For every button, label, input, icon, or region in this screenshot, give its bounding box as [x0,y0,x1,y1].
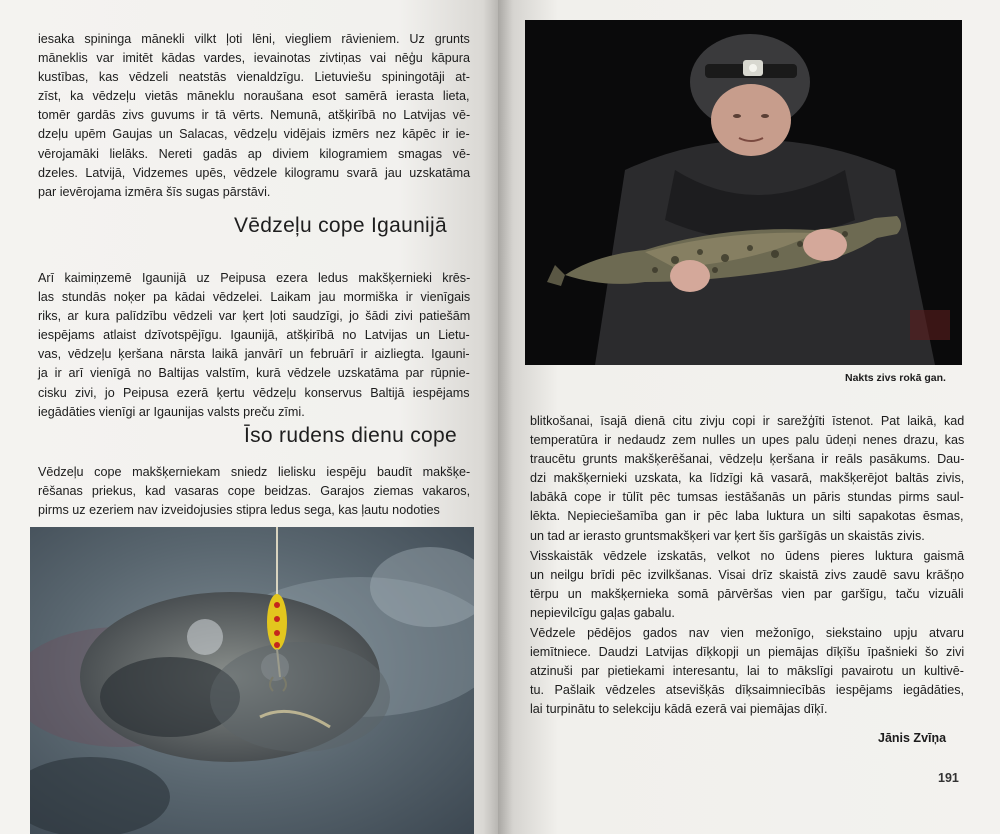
text-line: iegādāties vienīgi ar Igaunijas valsts preču zīmi. [38,404,305,419]
left-page [0,0,498,834]
text-line: un neilgu brīdi pēc izvilkšanas. Visai drīz skaistā zivs zaudē savu krāšņo [530,568,964,583]
heading-igaunija: Vēdzeļu cope Igaunijā [234,214,447,237]
text-line: ja ir arī vienīgā no Baltijas valstīm, kurā vēdzele uzskatāma par rūpnie- [38,366,470,381]
text-line: Vēdzeļu cope makšķerniekam sniedz lielisku iespēju baudīt makšķe- [38,465,471,479]
text-line: vērojamāki lielāks. Nereti gadās ap diviem kilogramiem smagas vē- [38,146,471,161]
text-line: iespējams atlaist dzīvotspējīgu. Igaunijā, atšķirībā no Latvijas un Lietu- [38,328,470,343]
photo-caption: Nakts zivs rokā gan. [845,372,946,384]
text-line: dzi makšķernieki uzskata, ka līdzīgi kā vasarā, makšķerējot baltās zivis, [530,471,965,486]
text-line: temperatūra ir nedaudz zem nulles un upes palu ūdeņi nenes drazu, kas [530,433,965,448]
page-number: 191 [938,771,959,785]
left-paragraph-1 [38,30,470,202]
text-line: riks, ar kura palīdzību vēdzeli var ķert ļoti saudzīgi, jo šādi zivi patiešām [38,309,471,324]
left-paragraph-3 [38,463,470,520]
text-line: nepievilcīgu gaļas gabalu. [530,606,675,621]
text-line: kustības, kas vēdzeli neatstās vienaldzīgu. Lietuviešu spiningotāji at- [38,70,470,85]
text-line: iesaka spininga mānekli vilkt ļoti lēni, viegliem rāvieniem. Uz grunts [38,32,470,46]
text-line: iemītniece. Daudzi Latvijas dīķkopji un piemājas dīķīšu īpašnieki šo zivi [530,645,965,660]
heading-rudens: Īso rudens dienu cope [244,424,457,447]
text-line: pirms uz ezeriem nav izveidojusies stipra ledus sega, kas ļautu nodoties [38,503,440,518]
text-line: atzinuši par pietiekami interesantu, lai to mākslīgi pavairotu un kultivē- [530,664,964,679]
text-line: cisku zivi, jo Peipusa ezerā ķertu vēdzeļu konservus Baltijā iespējams [38,385,470,400]
text-line: dzeles. Latvijā, Vidzemes upēs, vēdzele kilogramu svarā jau uzskatāma [38,165,471,180]
text-line: Visskaistāk vēdzele izskatās, velkot no ūdens pieres luktura gaismā [530,549,965,563]
text-line: māneklis var imitēt kādas vardes, ievainotas zivtiņas vai nēģu kāpura [38,51,470,66]
text-line: las stundās noķer pa kādai vēdzelei. Laikam jau mormiška ir vienīgais [38,290,471,305]
right-paragraph-3 [530,624,964,719]
right-paragraph-2 [530,547,964,623]
text-line: tērpu un makšķernieka somā pārvēršas vien par garšīgu, taču vizuāli [530,587,964,602]
night-fish-photo [525,20,962,365]
text-line: zīst, ka vēdzeļu vietās māneklu noraušana esot samērā ierasta lieta, [38,89,470,104]
text-line: tomēr gardās zivs guvums ir tā vērts. Nemunā, atšķirībā no Latvijas vē- [38,108,471,123]
text-line: Vēdzele pēdējos gados nav vien mežonīgo, siekstaino upju atvaru [530,626,964,640]
lure-photo-image [30,527,474,834]
night-fish-photo-image [525,20,962,365]
lure-photo [30,527,474,834]
text-line: lai turpinātu to selekciju kādā ezerā vai piemājas dīķī. [530,702,828,717]
text-line: labākā cope ir tūlīt pēc tumsas iestāšanās un pāris stundas pirms saul- [530,490,964,505]
author-name: Jānis Zvīņa [878,731,947,745]
text-line: blitkošanai, īsajā dienā citu zivju copi ir sarežģīti īstenot. Pat laikā, kad [530,414,965,428]
right-page [498,0,1000,834]
text-line: par ievērojama izmēra šīs sugas pārstāvi. [38,184,271,199]
text-line: Arī kaimiņzemē Igaunijā uz Peipusa ezera ledus makšķernieki krēs- [38,271,471,285]
text-line: dzeļu upēm Gaujas un Salacas, vēdzeļu vidējais izmērs nez kāpēc ir ie- [38,127,470,142]
text-line: traucētu grunts makšķerēšanai, vēdzeļu ķeršana ir reāls pasākums. Dau- [530,452,965,467]
text-line: tu. Pašlaik vēdzeles atsevišķās dīķsaimniecībās iespējams iegādāties, [530,683,964,698]
text-line: lēkta. Nepieciešamība gan ir pēc laba luktura un silti sapakotas ēsmas, [530,509,964,524]
left-paragraph-2 [38,269,470,422]
right-paragraph-1 [530,412,964,546]
text-line: rēšanas priekus, kad vasaras cope beidzas. Garajos ziemas vakaros, [38,484,471,499]
text-line: vas, vēdzeļu ķeršana nārsta laikā janvārī un februārī ir aizliegta. Igauni- [38,347,470,362]
text-line: un tad ar ierasto gruntsmakšķeri var ķert šīs garšīgās un skaistās zivis. [530,528,925,543]
